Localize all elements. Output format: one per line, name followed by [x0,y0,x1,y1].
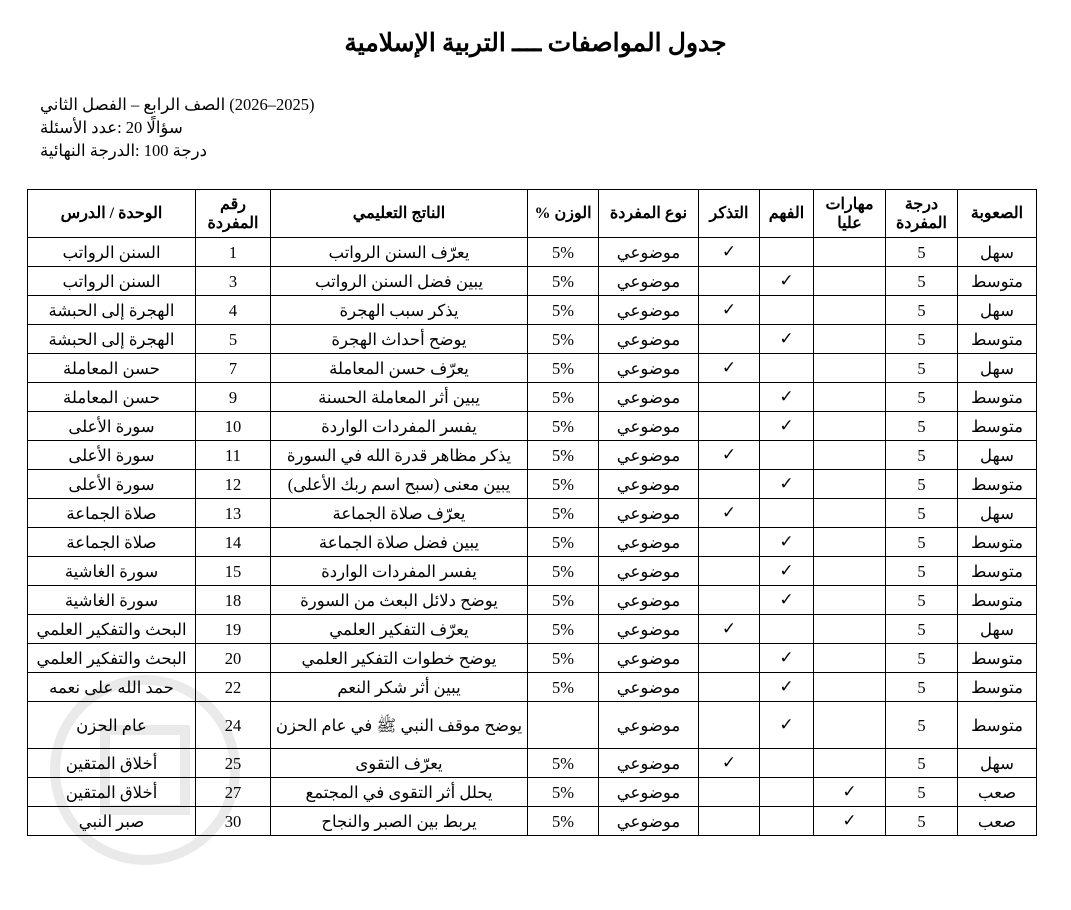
check-mark-icon: ✓ [699,749,760,778]
cell-difficulty: صعب [958,807,1037,836]
cell-outcome: يربط بين الصبر والنجاح [271,807,528,836]
cell-outcome: يعرّف التفكير العلمي [271,615,528,644]
cell-num: 20 [196,644,271,673]
cell-weight: 5% [528,238,599,267]
cell-num: 9 [196,383,271,412]
cell-score: 5 [886,354,958,383]
cell-weight: 5% [528,615,599,644]
cell-type: موضوعي [599,644,699,673]
cell-score: 5 [886,470,958,499]
table-row [28,778,1037,807]
cell-recall [699,778,760,807]
cell-score: 5 [886,296,958,325]
cell-outcome: يوضح دلائل البعث من السورة [271,586,528,615]
cell-difficulty: متوسط [958,383,1037,412]
cell-unit: الهجرة إلى الحبشة [28,325,196,354]
cell-type: موضوعي [599,528,699,557]
cell-num: 1 [196,238,271,267]
cell-higher [814,644,886,673]
cell-unit: سورة الأعلى [28,412,196,441]
header-item-number: رقم المفردة [196,190,271,238]
cell-num: 5 [196,325,271,354]
page-title: جدول المواصفات ــــ التربية الإسلامية [344,30,727,57]
cell-num: 12 [196,470,271,499]
cell-unit: عام الحزن [28,702,196,749]
cell-higher [814,383,886,412]
cell-outcome: يذكر سبب الهجرة [271,296,528,325]
check-mark-icon: ✓ [760,325,814,354]
cell-recall [699,644,760,673]
cell-difficulty: متوسط [958,325,1037,354]
cell-type: موضوعي [599,267,699,296]
meta-grade-term: (2025–2026) الصف الرابع – الفصل الثاني [40,95,315,114]
cell-score: 5 [886,441,958,470]
header-recall: التذكر [699,190,760,238]
cell-higher [814,296,886,325]
cell-higher [814,615,886,644]
cell-outcome: يعرّف التقوى [271,749,528,778]
cell-unit: حسن المعاملة [28,383,196,412]
cell-recall [699,412,760,441]
cell-type: موضوعي [599,412,699,441]
cell-difficulty: سهل [958,615,1037,644]
cell-type: موضوعي [599,807,699,836]
cell-num: 30 [196,807,271,836]
cell-outcome: يوضح موقف النبي ﷺ في عام الحزن [271,702,528,749]
cell-score: 5 [886,778,958,807]
cell-weight: 5% [528,499,599,528]
cell-type: موضوعي [599,749,699,778]
table-row [28,586,1037,615]
cell-recall [699,267,760,296]
cell-understanding [760,749,814,778]
cell-outcome: يبين فضل السنن الرواتب [271,267,528,296]
cell-type: موضوعي [599,325,699,354]
table-row [28,441,1037,470]
cell-difficulty: متوسط [958,586,1037,615]
cell-num: 4 [196,296,271,325]
cell-higher [814,412,886,441]
table-row [28,499,1037,528]
cell-type: موضوعي [599,441,699,470]
cell-unit: السنن الرواتب [28,238,196,267]
cell-score: 5 [886,644,958,673]
cell-outcome: يوضح خطوات التفكير العلمي [271,644,528,673]
check-mark-icon: ✓ [814,807,886,836]
cell-outcome: يحلل أثر التقوى في المجتمع [271,778,528,807]
cell-score: 5 [886,673,958,702]
cell-unit: حمد الله على نعمه [28,673,196,702]
cell-num: 11 [196,441,271,470]
cell-num: 14 [196,528,271,557]
cell-weight: 5% [528,412,599,441]
cell-understanding [760,441,814,470]
check-mark-icon: ✓ [760,528,814,557]
cell-weight: 5% [528,296,599,325]
cell-outcome: يبين أثر المعاملة الحسنة [271,383,528,412]
cell-weight: 5% [528,644,599,673]
cell-unit: السنن الرواتب [28,267,196,296]
cell-recall [699,557,760,586]
cell-recall [699,383,760,412]
cell-higher [814,702,886,749]
cell-higher [814,557,886,586]
table-row [28,749,1037,778]
table-row [28,238,1037,267]
cell-higher [814,470,886,499]
cell-type: موضوعي [599,586,699,615]
meta-total-score: درجة 100 :الدرجة النهائية [40,141,208,160]
cell-difficulty: متوسط [958,702,1037,749]
cell-difficulty: متوسط [958,673,1037,702]
cell-difficulty: سهل [958,749,1037,778]
cell-num: 3 [196,267,271,296]
cell-outcome: يعرّف حسن المعاملة [271,354,528,383]
cell-num: 27 [196,778,271,807]
cell-higher [814,528,886,557]
cell-higher [814,586,886,615]
cell-understanding [760,499,814,528]
cell-type: موضوعي [599,499,699,528]
cell-type: موضوعي [599,383,699,412]
cell-difficulty: صعب [958,778,1037,807]
cell-type: موضوعي [599,296,699,325]
cell-higher [814,749,886,778]
cell-weight: 5% [528,383,599,412]
check-mark-icon: ✓ [699,296,760,325]
table-row [28,296,1037,325]
cell-higher [814,238,886,267]
cell-num: 7 [196,354,271,383]
cell-unit: أخلاق المتقين [28,778,196,807]
table-row [28,702,1037,749]
header-item-score: درجة المفردة [886,190,958,238]
cell-score: 5 [886,702,958,749]
cell-weight: 5% [528,778,599,807]
cell-score: 5 [886,499,958,528]
cell-understanding [760,615,814,644]
table-row [28,267,1037,296]
table-row [28,644,1037,673]
cell-score: 5 [886,383,958,412]
cell-recall [699,470,760,499]
cell-difficulty: سهل [958,354,1037,383]
cell-higher [814,441,886,470]
cell-weight: 5% [528,807,599,836]
meta-question-count: سؤالًا 20 :عدد الأسئلة [40,118,183,137]
check-mark-icon: ✓ [760,702,814,749]
cell-recall [699,325,760,354]
check-mark-icon: ✓ [699,615,760,644]
cell-weight: 5% [528,749,599,778]
cell-num: 22 [196,673,271,702]
cell-weight: 5% [528,354,599,383]
check-mark-icon: ✓ [760,644,814,673]
cell-score: 5 [886,325,958,354]
table-row [28,615,1037,644]
cell-understanding [760,238,814,267]
cell-outcome: يبين أثر شكر النعم [271,673,528,702]
check-mark-icon: ✓ [760,412,814,441]
cell-higher [814,354,886,383]
cell-outcome: يفسر المفردات الواردة [271,557,528,586]
header-understanding: الفهم [760,190,814,238]
table-header-row [28,190,1037,238]
cell-outcome: يبين معنى (سبح اسم ربك الأعلى) [271,470,528,499]
cell-outcome: يفسر المفردات الواردة [271,412,528,441]
table-row [28,383,1037,412]
cell-recall [699,702,760,749]
cell-num: 15 [196,557,271,586]
table-row [28,354,1037,383]
cell-weight: 5% [528,470,599,499]
check-mark-icon: ✓ [760,470,814,499]
cell-difficulty: سهل [958,238,1037,267]
cell-unit: البحث والتفكير العلمي [28,615,196,644]
check-mark-icon: ✓ [699,238,760,267]
cell-difficulty: سهل [958,296,1037,325]
cell-score: 5 [886,412,958,441]
cell-outcome: يبين فضل صلاة الجماعة [271,528,528,557]
cell-understanding [760,778,814,807]
cell-num: 18 [196,586,271,615]
cell-higher [814,325,886,354]
cell-unit: البحث والتفكير العلمي [28,644,196,673]
cell-score: 5 [886,528,958,557]
cell-difficulty: متوسط [958,557,1037,586]
specification-table [27,189,1037,836]
cell-type: موضوعي [599,673,699,702]
cell-weight: 5% [528,441,599,470]
cell-recall [699,528,760,557]
cell-weight: 5% [528,586,599,615]
check-mark-icon: ✓ [699,499,760,528]
cell-difficulty: متوسط [958,528,1037,557]
check-mark-icon: ✓ [760,383,814,412]
cell-weight [528,702,599,749]
cell-outcome: يوضح أحداث الهجرة [271,325,528,354]
check-mark-icon: ✓ [814,778,886,807]
cell-num: 19 [196,615,271,644]
cell-unit: صبر النبي [28,807,196,836]
check-mark-icon: ✓ [760,557,814,586]
table-row [28,673,1037,702]
cell-score: 5 [886,615,958,644]
cell-difficulty: متوسط [958,470,1037,499]
cell-outcome: يعرّف السنن الرواتب [271,238,528,267]
exam-meta [40,93,315,162]
cell-recall [699,586,760,615]
cell-difficulty: متوسط [958,267,1037,296]
cell-type: موضوعي [599,470,699,499]
cell-unit: حسن المعاملة [28,354,196,383]
cell-type: موضوعي [599,238,699,267]
cell-weight: 5% [528,673,599,702]
cell-weight: 5% [528,325,599,354]
cell-unit: صلاة الجماعة [28,528,196,557]
cell-type: موضوعي [599,702,699,749]
cell-unit: سورة الغاشية [28,557,196,586]
header-higher-skills: مهارات عليا [814,190,886,238]
cell-unit: الهجرة إلى الحبشة [28,296,196,325]
cell-score: 5 [886,238,958,267]
table-row [28,557,1037,586]
table-row [28,412,1037,441]
cell-higher [814,673,886,702]
cell-num: 25 [196,749,271,778]
cell-weight: 5% [528,528,599,557]
cell-outcome: يعرّف صلاة الجماعة [271,499,528,528]
header-item-type: نوع المفردة [599,190,699,238]
cell-unit: أخلاق المتقين [28,749,196,778]
cell-outcome: يذكر مظاهر قدرة الله في السورة [271,441,528,470]
table-row [28,470,1037,499]
cell-unit: صلاة الجماعة [28,499,196,528]
table-row [28,807,1037,836]
cell-weight: 5% [528,557,599,586]
cell-understanding [760,807,814,836]
cell-higher [814,499,886,528]
check-mark-icon: ✓ [760,586,814,615]
cell-higher [814,267,886,296]
cell-difficulty: متوسط [958,412,1037,441]
cell-unit: سورة الأعلى [28,470,196,499]
cell-type: موضوعي [599,778,699,807]
cell-score: 5 [886,586,958,615]
cell-num: 13 [196,499,271,528]
header-unit-lesson: الوحدة / الدرس [28,190,196,238]
check-mark-icon: ✓ [760,267,814,296]
header-difficulty: الصعوبة [958,190,1037,238]
cell-difficulty: سهل [958,441,1037,470]
header-weight: الوزن % [528,190,599,238]
cell-num: 10 [196,412,271,441]
cell-weight: 5% [528,267,599,296]
cell-score: 5 [886,267,958,296]
table-row [28,325,1037,354]
cell-unit: سورة الأعلى [28,441,196,470]
check-mark-icon: ✓ [699,354,760,383]
cell-understanding [760,296,814,325]
cell-type: موضوعي [599,615,699,644]
check-mark-icon: ✓ [699,441,760,470]
cell-score: 5 [886,557,958,586]
cell-score: 5 [886,807,958,836]
cell-num: 24 [196,702,271,749]
cell-score: 5 [886,749,958,778]
header-learning-outcome: الناتج التعليمي [271,190,528,238]
check-mark-icon: ✓ [760,673,814,702]
cell-recall [699,807,760,836]
cell-type: موضوعي [599,354,699,383]
cell-difficulty: متوسط [958,644,1037,673]
cell-difficulty: سهل [958,499,1037,528]
cell-unit: سورة الغاشية [28,586,196,615]
cell-recall [699,673,760,702]
cell-understanding [760,354,814,383]
table-row [28,528,1037,557]
cell-type: موضوعي [599,557,699,586]
